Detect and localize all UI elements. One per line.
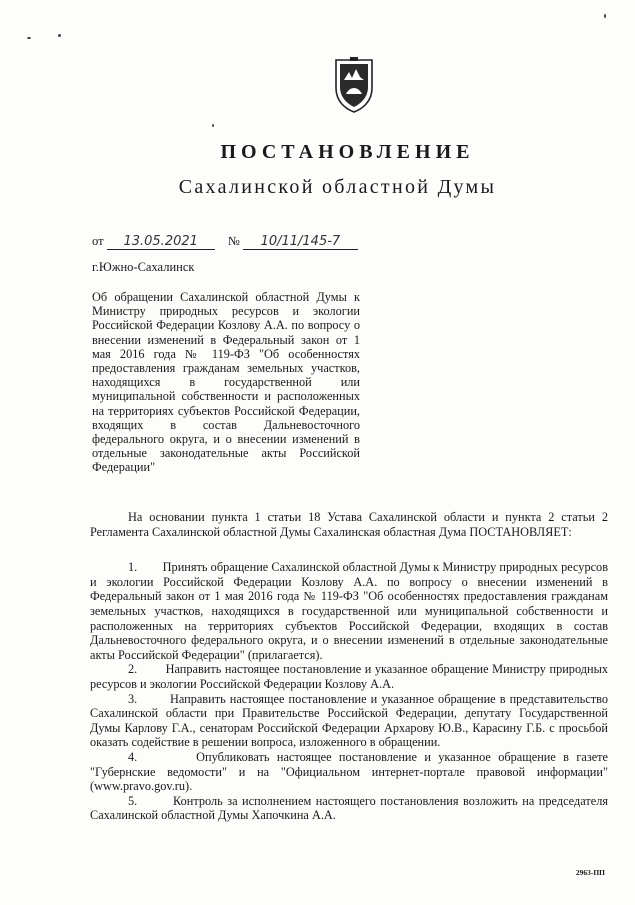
scan-speck (604, 14, 606, 18)
footer-code: 2963-ПП (575, 868, 605, 877)
handwritten-number: 10/11/145-7 (243, 235, 358, 250)
document-title: ПОСТАНОВЛЕНИЕ (220, 141, 475, 163)
scan-speck (212, 124, 214, 127)
list-item: 2. Направить настоящее постановление и указанное обращение Министру природных ресурсов и экологии Российской Федерации Козлову А.А. (90, 662, 608, 691)
subject-block: Об обращении Сахалинской областной Думы к Министру природных ресурсов и экологии Российской Федерации Козлову А.А. по вопросу о внесении изменений в Федеральный закон от 1 мая 2016 года № 119-ФЗ "Об особенностях предоставления гражданам земельных участков, находящихся в государственной или муниципальной собственности и расположенных на территориях субъектов Российской Федерации, входящих в состав Дальневосточного федерального округа, и о внесении изменений в отдельные законодательные акты Российской Федерации" (92, 290, 360, 475)
scan-speck (27, 37, 31, 39)
city: г.Южно-Сахалинск (92, 260, 195, 274)
date-prefix: от (92, 234, 104, 248)
preamble: На основании пункта 1 статьи 18 Устава Сахалинской области и пункта 2 статьи 2 Регламента Сахалинской областной Думы Сахалинская областная Дума ПОСТАНОВЛЯЕТ: (90, 510, 608, 539)
list-item: 5. Контроль за исполнением настоящего постановления возложить на председателя Сахалинской областной Думы Хапочкина А.А. (90, 793, 608, 823)
list-item: 1. Принять обращение Сахалинской областной Думы к Министру природных ресурсов и экологии Российской Федерации Козлову А.А. по вопросу о внесении изменений в Федеральный закон от 1 мая 2016 года № 119-ФЗ "Об особенностях предоставления гражданам земельных участков, находящихся в государственной или муниципальной собственности и расположенных на территориях субъектов Российской Федерации, входящих в состав Дальневосточного федерального округа, и о внесении изменений в отдельные законодательные акты Российской Федерации" (прилагается). (90, 560, 608, 662)
coat-of-arms-icon (332, 56, 376, 114)
date-number-line (92, 234, 358, 250)
number-prefix: № (227, 234, 240, 248)
scan-speck (58, 34, 61, 37)
list-item: 4. Опубликовать настоящее постановление и указанное обращение в газете "Губернские ведомости" и на "Официальном интернет-портале правовой информации" (www.pravo.gov.ru). (90, 749, 608, 794)
handwritten-date: 13.05.2021 (107, 235, 215, 250)
list-item: 3. Направить настоящее постановление и указанное обращение в представительство Сахалинской области при Правительстве Российской Федерации, депутату Государственной Думы Карлову Г.А., сенаторам Российской Федерации Архарову Ю.В., Карасину Г.Б. с просьбой оказать содействие в решении вопроса, изложенного в обращении. (90, 691, 608, 750)
document-subtitle: Сахалинской областной Думы (178, 176, 497, 198)
document-body (90, 510, 608, 823)
